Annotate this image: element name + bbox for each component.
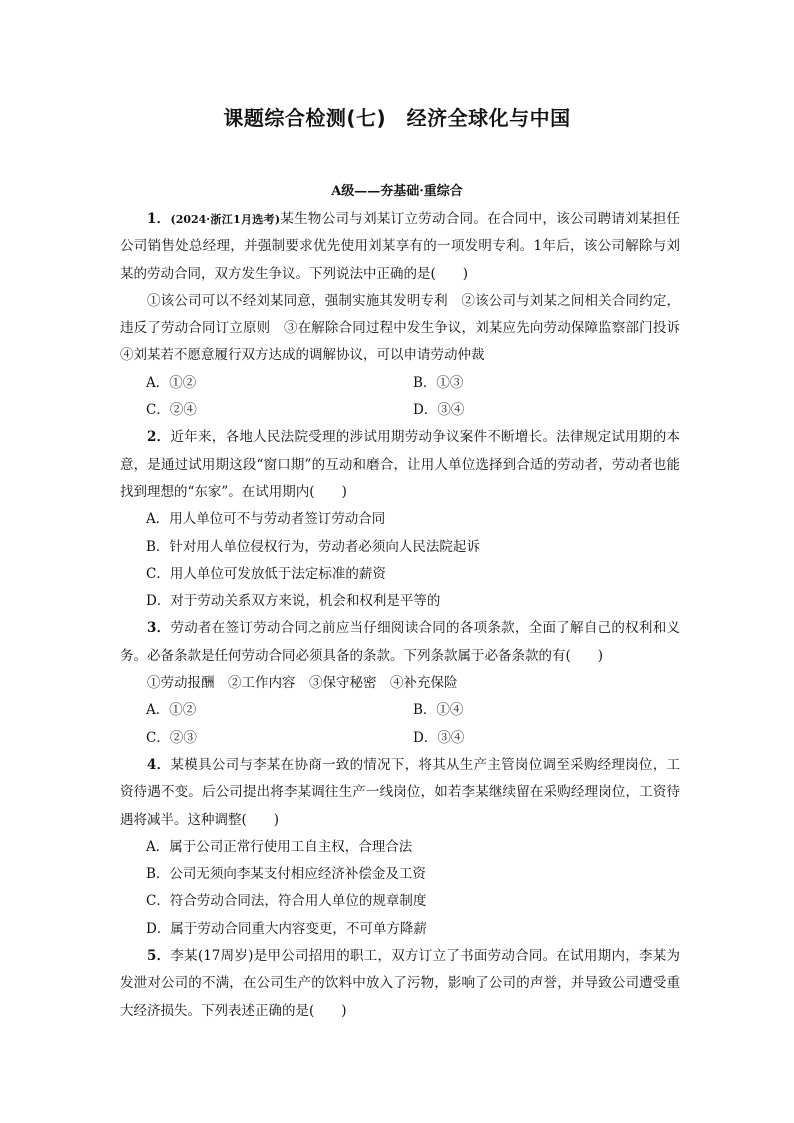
options-row [120, 397, 680, 424]
option-c: C．②④ [146, 402, 197, 419]
question-4 [120, 752, 680, 834]
option-a: A．①② [146, 702, 197, 719]
option-d: D．属于劳动合同重大内容变更，不可单方降薪 [146, 920, 427, 937]
question-stem: 某模具公司与李某在协商一致的情况下，将其从生产主管岗位调至采购经理岗位，工资待遇不变。后公司提出将李某调往生产一线岗位，如若李某继续留在采购经理岗位，工资待遇将减半。这种调整( ) [120, 756, 680, 828]
question-number: 2． [147, 429, 171, 446]
question-5 [120, 943, 680, 1025]
question-list [120, 206, 694, 1025]
option-c: C．用人单位可发放低于法定标准的薪资 [146, 565, 386, 582]
option-d: D．③④ [413, 729, 465, 746]
options-row [120, 370, 680, 397]
question-2 [120, 424, 680, 506]
question-1 [120, 206, 680, 288]
question-1-statements: ①该公司可以不经刘某同意，强制实施其发明专利 ②该公司与刘某之间相关合同约定，违反了劳动合同订立原则 ③在解除合同过程中发生争议，刘某应先向劳动保障监察部门投诉 ④刘某若不愿意履行双方达成的调解协议，可以申请劳动仲裁 [120, 292, 694, 364]
option-a: A．属于公司正常行使用工自主权，合理合法 [146, 838, 413, 855]
option-b: B．针对用人单位侵权行为，劳动者必须向人民法院起诉 [146, 538, 480, 555]
option-a: A．①② [146, 374, 197, 391]
options-row [120, 725, 680, 752]
question-3 [120, 615, 680, 670]
question-stem: 劳动者在签订劳动合同之前应当仔细阅读合同的各项条款，全面了解自己的权利和义务。必备条款是任何劳动合同必须具备的条款。下列条款属于必备条款的有( ) [120, 620, 680, 664]
page-title: 课题综合检测(七) 经济全球化与中国 [223, 106, 571, 130]
option-b: B．①③ [413, 374, 464, 391]
option-c: C．符合劳动合同法，符合用人单位的规章制度 [146, 893, 427, 910]
option-d: D．③④ [413, 402, 465, 419]
question-stem: 近年来，各地人民法院受理的涉试用期劳动争议案件不断增长。法律规定试用期的本意，是通过试用期这段“窗口期”的互动和磨合，让用人单位选择到合适的劳动者，劳动者也能找到理想的“东家”。在试用期内( ) [120, 429, 680, 500]
question-stem: 某生物公司与刘某订立劳动合同。在合同中，该公司聘请刘某担任公司销售处总经理，并强制要求优先使用刘某享有的一项发明专利。1年后，该公司解除与刘某的劳动合同，双方发生争议。下列说法中正确的是( ) [120, 211, 681, 282]
option-b: B．①④ [413, 702, 464, 719]
option-c: C．②③ [146, 729, 197, 746]
option-a: A．用人单位可不与劳动者签订劳动合同 [146, 511, 386, 528]
section-heading: A级——夯基础·重综合 [331, 184, 463, 199]
question-3-statements: ①劳动报酬 ②工作内容 ③保守秘密 ④补充保险 [147, 675, 458, 692]
question-number: 4． [147, 756, 171, 773]
question-number: 3． [147, 620, 171, 637]
question-stem: 李某(17周岁)是甲公司招用的职工，双方订立了书面劳动合同。在试用期内，李某为发泄对公司的不满，在公司生产的饮料中放入了污物，影响了公司的声誉，并导致公司遭受重大经济损失。下列表述正确的是( ) [120, 948, 680, 1019]
option-b: B．公司无须向李某支付相应经济补偿金及工资 [146, 866, 426, 883]
options-row [120, 697, 680, 724]
option-d: D．对于劳动关系双方来说，机会和权利是平等的 [146, 593, 441, 610]
question-number: 1． [147, 211, 171, 227]
question-source: (2024·浙江1月选考) [170, 213, 281, 226]
question-number: 5． [147, 948, 171, 965]
